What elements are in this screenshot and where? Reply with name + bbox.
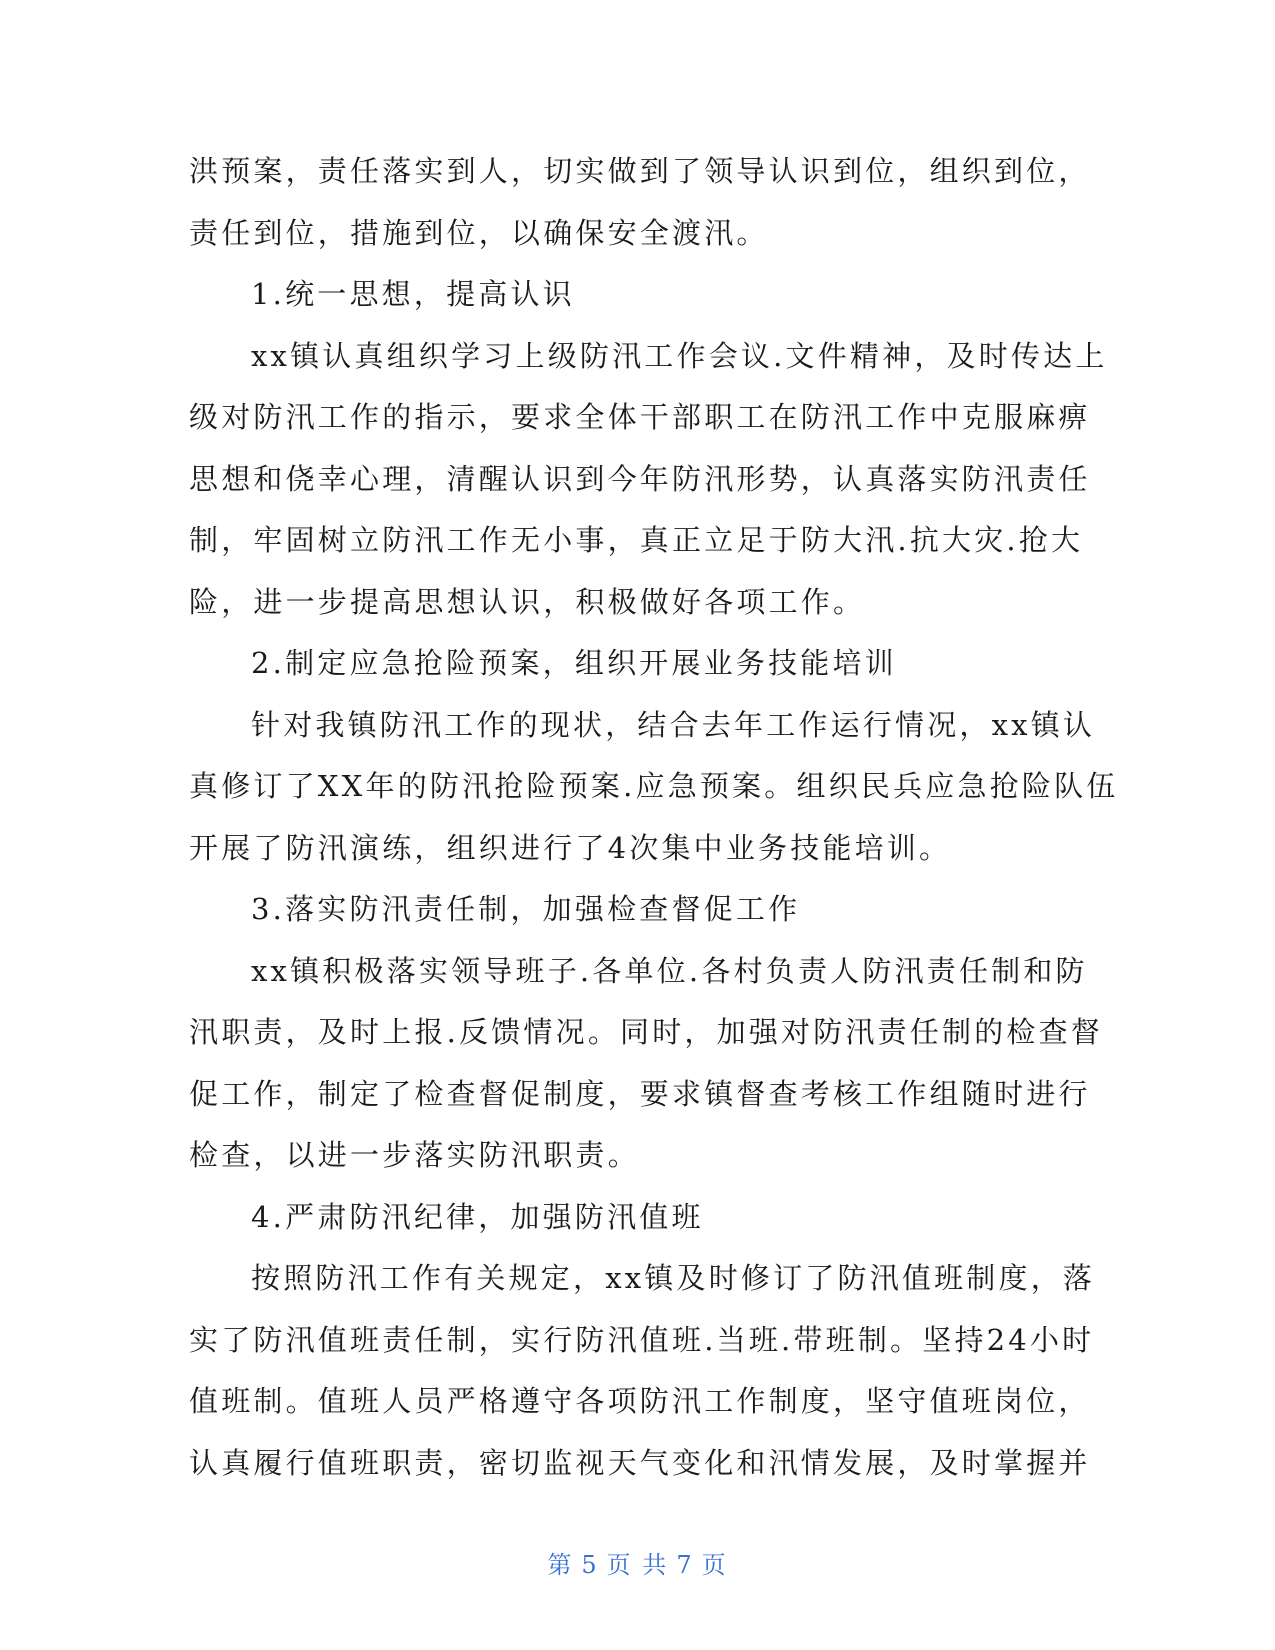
text-line: 级对防汛工作的指示，要求全体干部职工在防汛工作中克服麻痹 (189, 400, 1091, 434)
text-line: 检查，以进一步落实防汛职责。 (189, 1138, 640, 1172)
text-line: 险，进一步提高思想认识，积极做好各项工作。 (189, 584, 866, 619)
text-line: 责任到位，措施到位，以确保安全渡汛。 (189, 215, 769, 250)
text-line: 真修订了XX年的防汛抢险预案.应急预案。组织民兵应急抢险队伍 (189, 769, 1119, 803)
footer-suffix: 页 (701, 1551, 728, 1579)
document-body (189, 141, 1119, 1494)
text-line: xx镇认真组织学习上级防汛工作会议.文件精神，及时传达上 (251, 338, 1108, 373)
text-line: 按照防汛工作有关规定，xx镇及时修订了防汛值班制度，落 (251, 1261, 1096, 1295)
section-heading: 3.落实防汛责任制，加强检查督促工作 (251, 892, 801, 926)
page-footer (0, 1545, 1275, 1580)
text-line: 针对我镇防汛工作的现状，结合去年工作运行情况，xx镇认 (251, 707, 1096, 742)
text-line: 开展了防汛演练，组织进行了4次集中业务技能培训。 (189, 830, 952, 865)
text-line: 认真履行值班职责，密切监视天气变化和汛情发展，及时掌握并 (189, 1445, 1091, 1480)
text-line: 值班制。值班人员严格遵守各项防汛工作制度，坚守值班岗位， (189, 1384, 1091, 1418)
text-line: 促工作，制定了检查督促制度，要求镇督查考核工作组随时进行 (189, 1076, 1091, 1111)
text-line: 汛职责，及时上报.反馈情况。同时，加强对防汛责任制的检查督 (189, 1015, 1104, 1049)
section-heading: 2.制定应急抢险预案，组织开展业务技能培训 (251, 646, 897, 680)
text-line: 思想和侥幸心理，清醒认识到今年防汛形势，认真落实防汛责任 (189, 461, 1091, 496)
total-pages-number: 7 (676, 1551, 694, 1579)
text-line: xx镇积极落实领导班子.各单位.各村负责人防汛责任制和防 (251, 953, 1088, 988)
section-heading: 1.统一思想，提高认识 (251, 277, 575, 311)
current-page-number: 5 (581, 1551, 599, 1579)
text-line: 实了防汛值班责任制，实行防汛值班.当班.带班制。坚持24小时 (189, 1322, 1095, 1357)
section-heading: 4.严肃防汛纪律，加强防汛值班 (251, 1199, 704, 1234)
text-line: 洪预案，责任落实到人，切实做到了领导认识到位，组织到位， (189, 154, 1091, 188)
footer-prefix: 第 (547, 1551, 574, 1579)
footer-middle: 页 共 (606, 1551, 669, 1579)
text-line: 制，牢固树立防汛工作无小事，真正立足于防大汛.抗大灾.抢大 (189, 523, 1084, 557)
